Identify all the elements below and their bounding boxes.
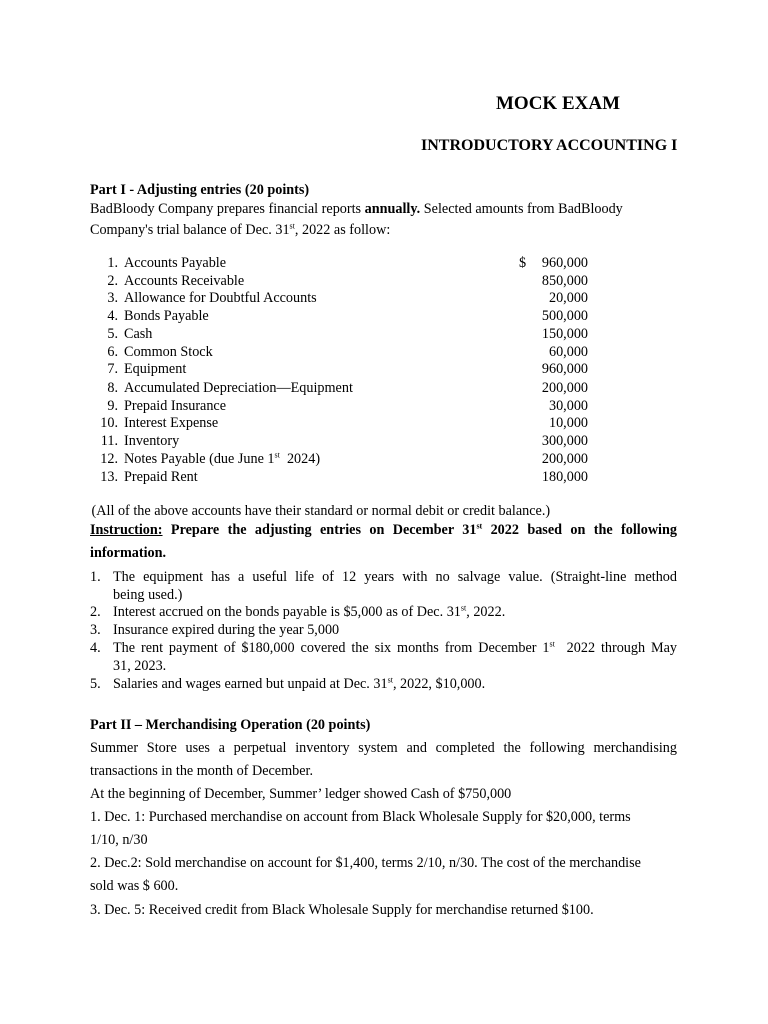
info-number: 4.: [90, 640, 101, 656]
account-number: 13.: [100, 469, 118, 485]
info-text-line2: being used.): [113, 587, 183, 603]
instruction-label: Instruction:: [90, 522, 163, 538]
info-text-line1: [113, 640, 677, 657]
account-amount: 30,000: [548, 398, 588, 414]
info-text-line2: 31, 2023.: [113, 658, 167, 674]
part1-intro-line1: [90, 201, 623, 218]
transaction-line2: 1/10, n/30: [90, 832, 148, 848]
info-number: 2.: [90, 604, 101, 620]
part1-intro2-text-end: , 2022 as follow:: [294, 222, 391, 238]
account-name: Inventory: [124, 433, 180, 449]
page-title: MOCK EXAM: [496, 93, 621, 114]
part1-intro-emphasis: annually.: [364, 201, 421, 217]
account-row: [90, 380, 590, 398]
account-amount: 200,000: [541, 380, 588, 396]
info-number: 5.: [90, 676, 101, 692]
info-sup: st: [549, 639, 555, 649]
transaction-line1: 1. Dec. 1: Purchased merchandise on account from Black Wholesale Supply for $20,000, terms: [90, 809, 631, 825]
transaction-line1: 3. Dec. 5: Received credit from Black Wholesale Supply for merchandise returned $100.: [90, 902, 594, 918]
info-text-end: , 2022.: [466, 604, 506, 620]
account-amount: 850,000: [541, 273, 588, 289]
part1-intro2-sup: st: [289, 221, 295, 231]
dollar-sign: $: [519, 255, 527, 271]
account-number: 12.: [100, 451, 118, 467]
part2-heading: Part II – Merchandising Operation (20 points): [90, 717, 371, 733]
instruction-line2: information.: [90, 545, 167, 561]
info-text-end: , 2022, $10,000.: [392, 676, 486, 692]
account-row: [90, 255, 590, 273]
instruction-line1: [90, 522, 677, 539]
account-amount: 150,000: [541, 326, 588, 342]
info-text-end: 2022 through May: [554, 640, 677, 656]
part1-intro-line2: [90, 222, 390, 239]
part2-intro-line2: transactions in the month of December.: [90, 763, 313, 779]
instruction-sup: st: [476, 521, 483, 531]
account-number: 5.: [107, 326, 118, 342]
account-row: [90, 326, 590, 344]
account-amount: 60,000: [548, 344, 588, 360]
account-row: [90, 469, 590, 487]
info-text-line1: [113, 604, 505, 621]
account-row: [90, 290, 590, 308]
account-number: 3.: [107, 290, 118, 306]
account-amount: 300,000: [541, 433, 588, 449]
account-row: [90, 451, 590, 469]
part1-intro-text: BadBloody Company prepares financial reports: [90, 201, 365, 217]
accounts-note: (All of the above accounts have their standard or normal debit or credit balance.): [88, 503, 551, 519]
account-amount: 10,000: [548, 415, 588, 431]
account-row: [90, 433, 590, 451]
account-name-text: Notes Payable (due June 1: [124, 451, 275, 467]
account-name: Accumulated Depreciation—Equipment: [124, 380, 353, 396]
account-number: 8.: [107, 380, 118, 396]
account-name: Accounts Receivable: [124, 273, 245, 289]
account-number: 2.: [107, 273, 118, 289]
account-name: Equipment: [124, 361, 187, 377]
part2-intro-line1: Summer Store uses a perpetual inventory system and completed the following merchandising: [90, 740, 677, 756]
account-row: [90, 273, 590, 291]
info-text: The rent payment of $180,000 covered the six months from December 1: [113, 640, 550, 656]
info-sup: st: [387, 675, 393, 685]
account-name-sup: st: [274, 450, 280, 460]
instruction-text: Prepare the adjusting entries on December 31: [162, 522, 477, 538]
account-name-end: 2024): [279, 451, 321, 467]
account-number: 4.: [107, 308, 118, 324]
account-amount: 200,000: [541, 451, 588, 467]
account-row: [90, 398, 590, 416]
account-number: 10.: [100, 415, 118, 431]
account-name: Cash: [124, 326, 153, 342]
info-text-line1: The equipment has a useful life of 12 years with no salvage value. (Straight-line method: [113, 569, 677, 585]
account-row: [90, 415, 590, 433]
transaction-line2: sold was $ 600.: [90, 878, 179, 894]
instruction-text-end: 2022 based on the following: [482, 522, 677, 538]
account-name: [124, 451, 320, 468]
cash-balance-line: At the beginning of December, Summer’ ledger showed Cash of $750,000: [90, 786, 512, 802]
info-text-line1: [113, 676, 485, 693]
account-number: 6.: [107, 344, 118, 360]
part1-heading: Part I - Adjusting entries (20 points): [90, 182, 310, 198]
account-amount: 20,000: [548, 290, 588, 306]
account-name: Interest Expense: [124, 415, 219, 431]
account-row: [90, 361, 590, 379]
account-number: 1.: [107, 255, 118, 271]
account-amount: 960,000: [541, 361, 588, 377]
account-name: Bonds Payable: [124, 308, 209, 324]
account-name: Prepaid Rent: [124, 469, 198, 485]
account-amount: 500,000: [541, 308, 588, 324]
account-name: Prepaid Insurance: [124, 398, 227, 414]
account-number: 9.: [107, 398, 118, 414]
transaction-line1: 2. Dec.2: Sold merchandise on account for $1,400, terms 2/10, n/30. The cost of the merchandise: [90, 855, 641, 871]
account-row: [90, 308, 590, 326]
account-amount: 180,000: [541, 469, 588, 485]
part1-intro2-text: Company's trial balance of Dec. 31: [90, 222, 290, 238]
account-name: Accounts Payable: [124, 255, 227, 271]
info-text-line1: Insurance expired during the year 5,000: [113, 622, 340, 638]
account-number: 7.: [107, 361, 118, 377]
info-sup: st: [460, 603, 467, 613]
account-name: Allowance for Doubtful Accounts: [124, 290, 317, 306]
account-row: [90, 344, 590, 362]
part1-intro-text-end: Selected amounts from BadBloody: [420, 201, 623, 217]
account-amount: 960,000: [541, 255, 588, 271]
account-number: 11.: [100, 433, 118, 449]
info-number: 3.: [90, 622, 101, 638]
info-text: Salaries and wages earned but unpaid at Dec. 31: [113, 676, 388, 692]
info-text: Interest accrued on the bonds payable is $5,000 as of Dec. 31: [113, 604, 461, 620]
info-number: 1.: [90, 569, 101, 585]
account-name: Common Stock: [124, 344, 213, 360]
course-title: INTRODUCTORY ACCOUNTING I: [421, 137, 678, 154]
